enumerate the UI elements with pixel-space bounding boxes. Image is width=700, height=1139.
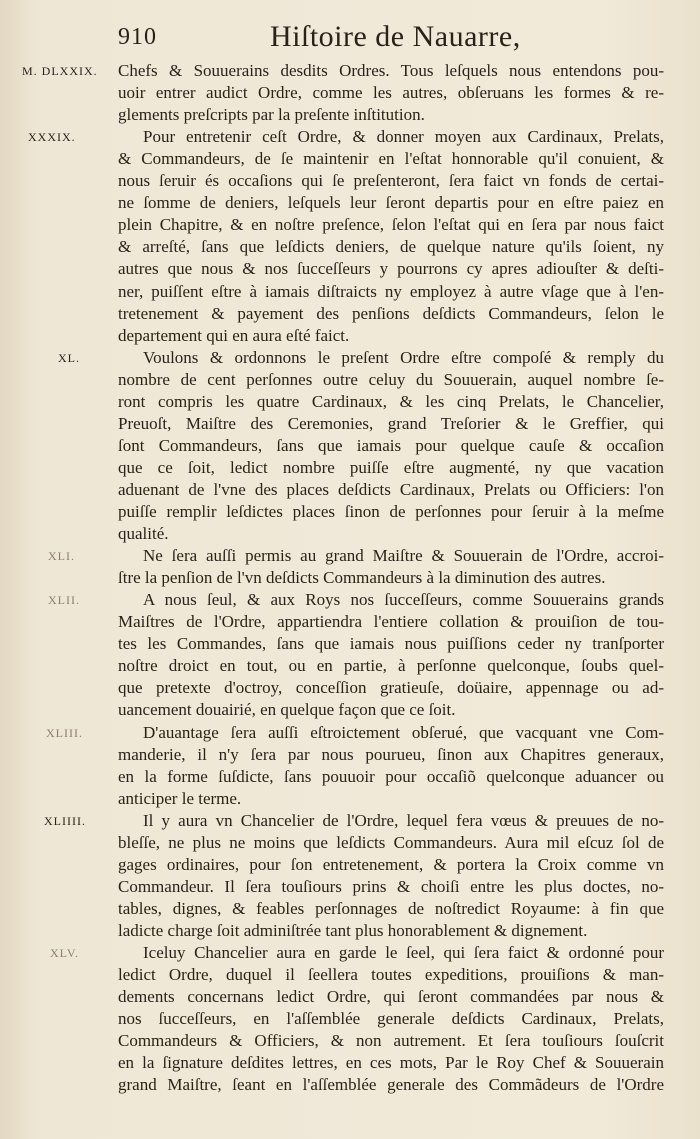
text-line-content: noſtre droict en tout, ou en partie, à perſonne quelconque, ſoubs quel- <box>118 656 664 676</box>
text-line <box>118 391 664 413</box>
text-line <box>118 192 664 214</box>
text-line <box>118 148 664 170</box>
text-line <box>118 677 664 699</box>
text-line <box>118 567 664 589</box>
page-number: 910 <box>118 24 157 50</box>
text-line <box>118 854 664 876</box>
text-line-content: D'auantage ſera auſſi eſtroictement obſerué, que vacquant vne Com- <box>143 722 664 742</box>
text-line-content: glements preſcripts par la preſente inſtitution. <box>118 105 425 125</box>
text-line <box>118 920 664 942</box>
text-line-content: ledict Ordre, duquel il ſeellera toutes expeditions, prouiſions & man- <box>118 965 664 985</box>
text-line-content: ſtre la penſion de l'vn deſdicts Commandeurs à la diminution des autres. <box>118 568 606 588</box>
text-line <box>118 82 664 104</box>
text-line <box>118 369 664 391</box>
text-line-content: & arreſté, ſans que leſdicts deniers, de quelque nature qu'ils ſoient, ny <box>118 237 664 257</box>
text-line <box>118 1030 664 1052</box>
text-line-content: manderie, il n'y ſera par nous pourueu, ſinon aux Chapitres generaux, <box>118 744 664 764</box>
text-line-content: gages ordinaires, pour ſon entretenement, & portera la Croix comme vn <box>118 854 664 874</box>
text-line <box>118 236 664 258</box>
text-line-content: Commandeurs & Officiers, & non autrement. Et ſera touſiours ſouſcrit <box>118 1031 664 1051</box>
text-line <box>118 413 664 435</box>
text-line <box>118 898 664 920</box>
text-line <box>118 788 664 810</box>
text-line <box>118 832 664 854</box>
text-line-content: Iceluy Chancelier aura en garde le ſeel, qui ſera faict & ordonné pour <box>143 943 664 962</box>
text-line-content: Il y aura vn Chancelier de l'Ordre, lequel fera vœus & preuues de no- <box>143 810 664 830</box>
text-line-content: Pour entretenir ceſt Ordre, & donner moyen aux Cardinaux, Prelats, <box>143 127 664 147</box>
text-line-content: tables, dignes, & feables perſonnages de noſtredict Royaume: à fin que <box>118 898 664 918</box>
text-line-content: plein Chapitre, & en noſtre preſence, ſelon l'eſtat qui en ſera par nous faict <box>118 215 664 235</box>
text-line-content: uancement douairié, en quelque façon que ce ſoit. <box>118 700 456 720</box>
text-line <box>143 942 664 964</box>
text-line-content: Preuoſt, Maiſtre des Ceremonies, grand Treſorier & le Greffier, qui <box>118 413 664 433</box>
text-line <box>118 1008 664 1030</box>
text-line <box>118 766 664 788</box>
margin-note: XLV. <box>50 946 80 960</box>
text-line-content: ront compris les quatre Cardinaux, & les cinq Prelats, le Chancelier, <box>118 391 664 411</box>
text-line-content: en la forme ſuſdicte, ſans pouuoir pour occaſiõ quelconque aduancer ou <box>118 766 664 786</box>
margin-note: M. DLXXIX. <box>22 64 98 78</box>
text-line-content: que ce ſoit, ledict nombre puiſſe eſtre augmenté, ny que vacation <box>118 457 664 477</box>
text-line-content: autres que nous & nos ſucceſſeurs y pourrons cy apres adiouſter & deſti- <box>118 259 664 279</box>
text-line <box>118 1052 664 1074</box>
text-line <box>118 964 664 986</box>
text-line-content: anticiper le terme. <box>118 788 242 808</box>
text-line-content: Ne ſera auſſi permis au grand Maiſtre & Souuerain de l'Ordre, accroi- <box>143 546 664 566</box>
text-line <box>118 501 664 523</box>
text-line-content: ner, puiſſent eſtre à iamais diſtraicts ny employez à autre vſage que à l'en- <box>118 281 664 301</box>
text-line <box>118 699 664 721</box>
text-line-content: & Commandeurs, de ſe maintenir en l'eſtat honnorable qu'il conuient, & <box>118 149 664 169</box>
text-line-content: bleſſe, ne plus ne moins que leſdicts Commandeurs. Aura mil eſcuz ſol de <box>118 832 664 852</box>
text-line <box>118 457 664 479</box>
margin-note: XLIII. <box>46 725 83 740</box>
text-line-content: dements concernans ledict Ordre, qui ſeront commandées par nous & <box>118 987 664 1007</box>
running-title: Hiſtoire de Nauarre, <box>270 20 521 53</box>
text-line-content: puiſſe remplir leſdictes places ſinon de perſonnes pour ſeruir à la meſme <box>118 502 664 521</box>
text-line-content: nombre de cent perſonnes outre celuy du Souuerain, auquel nombre ſe- <box>118 369 664 389</box>
text-line <box>118 479 664 501</box>
text-line <box>118 104 664 126</box>
text-line <box>143 722 664 744</box>
text-line-content: A nous ſeul, & aux Roys nos ſucceſſeurs, comme Souuerains grands <box>143 590 664 610</box>
text-line <box>143 545 664 567</box>
page-header <box>0 20 700 60</box>
text-line <box>118 744 664 766</box>
text-line-content: en la ſignature deſdites lettres, en ces mots, Par le Roy Chef & Souuerain <box>118 1053 664 1073</box>
text-line <box>143 126 664 148</box>
text-line <box>118 281 664 303</box>
text-line-content: ne ſomme de deniers, leſquels leur ſeront departis pour en eſtre paiez en <box>118 193 664 213</box>
text-line-content: que pretexte d'octroy, conceſſion gratieuſe, doüaire, appennage ou ad- <box>118 678 664 698</box>
text-line <box>118 60 664 82</box>
text-line-content: Commandeur. Il ſera touſiours prins & choiſi entre les plus doctes, no- <box>118 876 664 896</box>
text-line <box>118 214 664 236</box>
margin-note: XLI. <box>48 549 75 564</box>
text-line <box>118 435 664 457</box>
text-line <box>118 633 664 655</box>
text-line <box>118 655 664 677</box>
text-line-content: qualité. <box>118 524 169 544</box>
text-line-content: Maiſtres de l'Ordre, appartiendra l'entiere collation & prouiſion de tou- <box>118 612 664 632</box>
text-line <box>118 325 664 347</box>
text-line-content: Voulons & ordonnons le preſent Ordre eſtre compoſé & remply du <box>143 347 664 367</box>
text-line-content: grand Maiſtre, ſeant en l'aſſemblée generale des Commãdeurs de l'Ordre <box>118 1075 664 1095</box>
margin-note: XXXIX. <box>28 130 76 145</box>
text-line <box>118 611 664 633</box>
text-line-content: nos ſucceſſeurs, en l'aſſemblée generale deſdicts Cardinaux, Prelats, <box>118 1009 664 1029</box>
text-line-content: Chefs & Souuerains desdits Ordres. Tous leſquels nous entendons pou- <box>118 61 664 80</box>
text-line <box>118 523 664 545</box>
text-line <box>118 1074 664 1096</box>
margin-note: XLIIII. <box>44 813 86 828</box>
text-line <box>143 589 664 611</box>
margin-note: XLII. <box>48 593 80 608</box>
text-line <box>118 986 664 1008</box>
text-line <box>118 303 664 325</box>
margin-note: XL. <box>58 350 80 365</box>
text-line-content: nous ſeruir és occaſions qui ſe preſenteront, ſera faict vn fonds de certai- <box>118 171 664 191</box>
text-line-content: departement qui en aura eſté faict. <box>118 325 350 345</box>
text-line <box>118 258 664 280</box>
text-line-content: ladicte charge ſoit adminiſtrée tant plus honorablement & dignement. <box>118 920 588 940</box>
text-line-content: tes les Commandes, ſans que iamais nous puiſſions ceder ny tranſporter <box>118 634 664 654</box>
text-line-content: aduenant de l'vne des places deſdicts Cardinaux, Prelats ou Officiers: l'on <box>118 479 664 499</box>
text-line <box>118 170 664 192</box>
text-line-content: uoir entrer audict Ordre, comme les autres, obſeruans les formes & re- <box>118 83 664 103</box>
text-line <box>143 347 664 369</box>
text-line <box>143 810 664 832</box>
text-line-content: tretenement & payement des penſions deſdicts Commandeurs, ſelon le <box>118 303 664 323</box>
text-line-content: ſont Commandeurs, ſans que iamais pour quelque cauſe & occaſion <box>118 435 664 455</box>
text-line <box>118 876 664 898</box>
